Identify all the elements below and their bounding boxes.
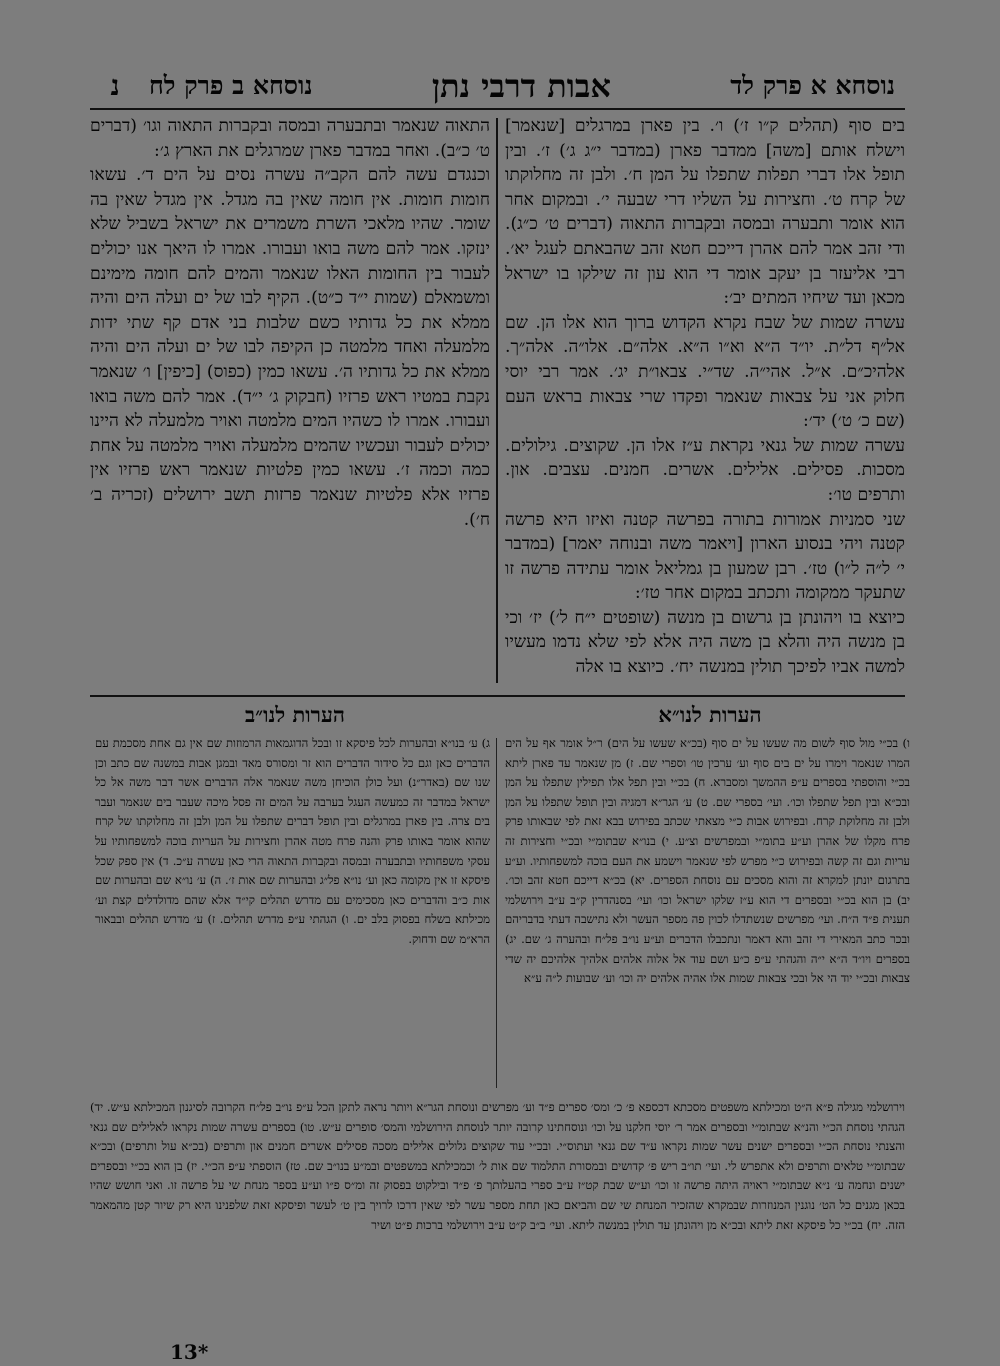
notes-heading-version-b: הערות לנו״ב bbox=[245, 702, 345, 727]
paragraph: התאוה שנאמר ובתבערה ובמסה ובקברות התאוה וגו׳ (דברים ט׳ כ״ב). ואחר במדבר פארן שמרגלים את הארץ ג׳: bbox=[90, 116, 490, 161]
page-signature: 13* bbox=[170, 1340, 209, 1364]
paragraph: כיוצא בו ויהונתן בן גרשום בן מנשה (שופטים י״ח ל׳) יז׳ וכי בן מנשה היה והלא בן משה היה אלא לפי שלא נדמו מעשיו למשה אביו לפיכך תולין במנשה יח׳. כיוצא בו אלה bbox=[505, 607, 905, 678]
notes-version-a: ו) בכ״י מול סוף לשום מה שעשו על ים סוף (בכ״א שעשו על הים) ר״ל אומר אף על הים המרו שנאמר וימרו על ים בים סוף וע׳ ערכין טו׳ וספרי שם. ז) מן שנאמר עד פארן ליתא בכ״י והוספתי בספרים ע״פ ההמשך ומסברא. ח) בכ״י ובין תפל אלו תפילין שתפלו על המן ובכ״א ובין תפל שתפלו וכו׳. ועי׳ בספרי שם. ט) ע׳ הגר״א דמגיה ובין תופל שתפלו על המן ולבן זה מחלוקת קרח. ובפירוש אבות כ״י מצאתי שכתב בפירוש בבא זאת לפי שבאותו פרק פרח מקלו של אהרן וע״ע בתומ״י ובמפרשים וצ״ע. י) בנו״א שבתומ״י ובכ״י וחצירות זה עריות וגם זה קשה ובפירוש כ״י מפרש לפי שנאמר וישמע את העם בוכה למשפחותיו. וע״ע בתרגום יונתן למקרא זה והוא מסכים עם נוסחת הספרים. יא) בכ״א דייכם חטא זהב וכו׳. יב) בן הוא בכ״י ובספרים די הוא ע״ז שלקו ישראל וכו׳ ועי׳ בסנהדרין ק״ב ע״ב וירושלמי תענית פ״ד ה״ח. ועי׳ מפרשים שנשתדלו לכוין פה מספר העשר ולא נתישבה דעתי בדבריהם ובכר כתב המאירי די זהב והא דאמר ונתכבלו הדברים וע״ע נו״ב פל״ח ובהערה ג׳ שם. יג) בספרים ויו״ד ה״א י״ה והגהתי ע״פ כ״ע ושם עוד אל אלוה אלהים אלהיך אלהיכם יה שדי צבאות ובכ״י יוד הי אל ובכי צבאות שמות אלו אהיה אלהים יה וכו׳ וע׳ שבועות ל״ה ע״א bbox=[505, 736, 910, 986]
notes-version-b: ג) ע׳ בנו״א ובהערות לכל פיסקא זו ובכל הדוגמאות הרמוזות שם אין גם אחת מסכמת עם הדברים כאן וגם כל סידור הדברים הוא זר ומסורס מאד ובמגן אבות במשנה שם כתב וכן שנו שם (באדר״נ) ועל כולן הוכיחן משה שנאמר אלה הדברים אשר דבר משה אל כל ישראל במדבר זה כמעשה העגל בערבה על המים זה פסל מיכה שעבר בים שנאמר ועבר בים צרה. בין פארן במרגלים ובין תופל דברים שתפלו על המן ולבן זה מחלוקתו של קרח שהוא אומר באותו פרק והנה פרח מטה אהרן וחצירות על העריות בוכה למשפחותיו על עסקי משפחותיו ובתבערה ובמסה ובקברות התאוה הרי כאן עשרה ע״כ. ד) אין ספק שכל פיסקא זו אין מקומה כאן וע׳ נו״א פל״ג ובהערות שם אות ז׳. ה) ע׳ נו״א שם ובהערות שם אות כ״ב והדברים כאן מסכימים עם מדרש תהלים קי״ד אלא שהם מדולדלים קצת וע׳ מכילתא בשלח בפסוק בלב ים. ו) הגהתי ע״פ מדרש תהלים. ז) ע׳ מדרש תהלים ובבאור הרא״מ שם ודחוק. bbox=[95, 736, 490, 946]
notes-divider bbox=[496, 738, 497, 1088]
header-right-label: נוסחא א פרק לד bbox=[730, 71, 895, 100]
main-column-left bbox=[90, 114, 490, 694]
notes-heading-version-a: הערות לנו״א bbox=[658, 702, 762, 727]
header-left-group bbox=[95, 69, 313, 103]
main-bottom-rule bbox=[90, 695, 905, 697]
paragraph: שני סמניות אמורות בתורה בפרשה קטנה ואיזו היא פרשה קטנה ויהי בנסוע הארון [ויאמר משה ובנוחה יאמר] (במדבר י׳ ל״ה ל״ו) טז׳. רבן שמעון בן גמליאל אומר עתידה פרשה זו שתעקר ממקומה ותכתב במקום אחר טז׳: bbox=[505, 509, 905, 604]
running-header bbox=[95, 66, 895, 106]
paragraph: וכנגדם עשה להם הקב״ה עשרה נסים על הים ד׳. עשאו חומות חומות. אין חומה שאין בה מגדל. אין מגדל שאין בה שומר. שהיו מלאכי השרת משמרים את ישראל בשביל שלא ינזקו. אמר להם משה בואו ועבורו. אמרו לו היאך אנו יכולים לעבור בין החומות האלו שנאמר והמים להם חומה מימינם ומשמאלם (שמות י״ד כ״ט). הקיף לבו של ים ועלה הים והיה ממלא את כל גדותיו כשם שלבות בני אדם קף שתי ידות מלמעלה ואחד מלמטה כן הקיפה לבו של ים ועלה הים והיה ממלא את כל גדותיו ה׳. עשאו כמין (כפוס) [כיפין] ו׳ שנאמר נקבת במטיו ראש פרזיו (חבקוק ג׳ י״ד). אמר להם משה בואו ועבורו. אמרו לו כשהיו המים מלמטה ואויר מלמעלה לא היינו יכולים לעבור ועכשיו שהמים מלמעלה ואויר מלמטה על אחת כמה וכמה ז׳. עשאו כמין פלטיות שנאמר ראש פרזיו אין פרזיו אלא פלטיות שנאמר פרזות תשב ירושלים (זכריה ב׳ ח׳). bbox=[90, 165, 490, 530]
main-column-right bbox=[505, 114, 905, 694]
paragraph: עשרה שמות של גנאי נקראת ע״ז אלו הן. שקוצים. גילולים. מסכות. פסילים. אלילים. אשרים. חמנים. עצבים. און. ותרפים טו׳: bbox=[505, 435, 905, 505]
paragraph: בים סוף (תהלים ק״ו ז׳) ו׳. בין פארן במרגלים [שנאמר] וישלח אותם [משה] ממדבר פארן (במדבר י״ג ג׳) ז׳. ובין תופל אלו דברי תפלות שתפלו על המן ח׳. ולבן זה מחלוקתו של קרח ט׳. וחצירות על השליו דרי שבעה י׳. ובמקום אחר הוא אומר ותבערה ובמסה ובקברות התאוה (דברים ט׳ כ״ג). ודי זהב אמר להם אהרן דייכם חטא זהב שהבאתם לעגל יא׳. רבי אליעזר בן יעקב אומר די הוא עון זה שילקו בו ישראל מכאן ועד שיחיו המתים יב׳: bbox=[505, 116, 905, 309]
main-text bbox=[90, 114, 905, 694]
header-left-label: נוסחא ב פרק לח bbox=[149, 71, 313, 100]
header-title: אבות דרבי נתן bbox=[431, 67, 611, 105]
paragraph: עשרה שמות של שבח נקרא הקדוש ברוך הוא אלו הן. שם אל״ף דל״ת. יו״ד ה״א וא״ו ה״א. אלה״ם. אלו״ה. אלה״ך. אלהיכ״ם. א״ל. אהי״ה. שד״י. צבאו״ת יג׳. אמר רבי יוסי חלוק אני על צבאות שנאמר ופקדו שרי צבאות בראש העם (שם כ׳ ט׳) יד׳: bbox=[505, 312, 905, 432]
notes-continuation: וירושלמי מגילה פ״א ה״ט ומכילתא משפטים מסכתא דכספא פ׳ כ׳ ומס׳ ספרים פ״ד וע׳ מפרשים ונוסחת הגר״א ויותר נראה לתקן הכל ע״פ נו״ב פל״ח הקרובה לסיגנון המכילתא ע״ש. יד) הגהתי נוסחת הכ״י והנ״א שבתומ״י ובספרים אמר ר׳ יוסי חלקנו על וכו׳ ונוסחתינו קרובה יותר לנוסחת הירושלמי והמס׳ סופרים ע״ש. טו) בספרים עשרה שמות נקראו לאלילים שם גנאי והצנתי נוסחת הכ״י ובספרים ישנים עשר שמות נקראו ע״ד שם גנאי ועתוס״י. ובכ״י עוד שקוצים גלולים אלילים מסכה פסילים אשרים חמנים און ותרפים (בכ״א עול ותרפים) ובכ״א שבתומ״י טלאים ותרפים ולא אתפרש לי. ועי׳ תו״ב ריש פ׳ קדושים ובמסורת התלמוד שם אות ל׳ וכמכילתא במשפטים ובמ״ע בנו״ב שם. טז) הוספתי ע״פ הכ״י. יז) בן הוא בכ״י ובספרים ישנים ונחמה ע׳ נ״א שבתומ״י ראויה היתה פרשה זו וכו׳ וע״ש שבת קט״ז ע״ב ספרי בהעלותך פ׳ פ״ד ובילקוט בפסוק זה ומ״ס פ״ו וע״ע בספר מנחת שי על פרשה זו. ואני חושש שהיו בכאן מגנים כל הט׳ נוגנין המנוזרות שבמקרא שהזכיר המנחת שי שם והביאם כאן תחת מספר עשר לפי שאין דרכו לרויך בין ט׳ לעשר ופיסקא זאת שלפנינו היא רק שיור קטן מהמאמר הזה. יח) בכ״י כל פיסקא זאת ליתא ובכ״א מן ויהונתן עד תולין במנשה ליתא. ועי׳ ב״ב ק״ט ע״ב וירושלמי ברכות פ״ט ושיר bbox=[90, 1100, 905, 1232]
header-page-number: נ bbox=[110, 69, 120, 102]
column-divider bbox=[496, 118, 498, 683]
header-rule bbox=[90, 108, 905, 110]
